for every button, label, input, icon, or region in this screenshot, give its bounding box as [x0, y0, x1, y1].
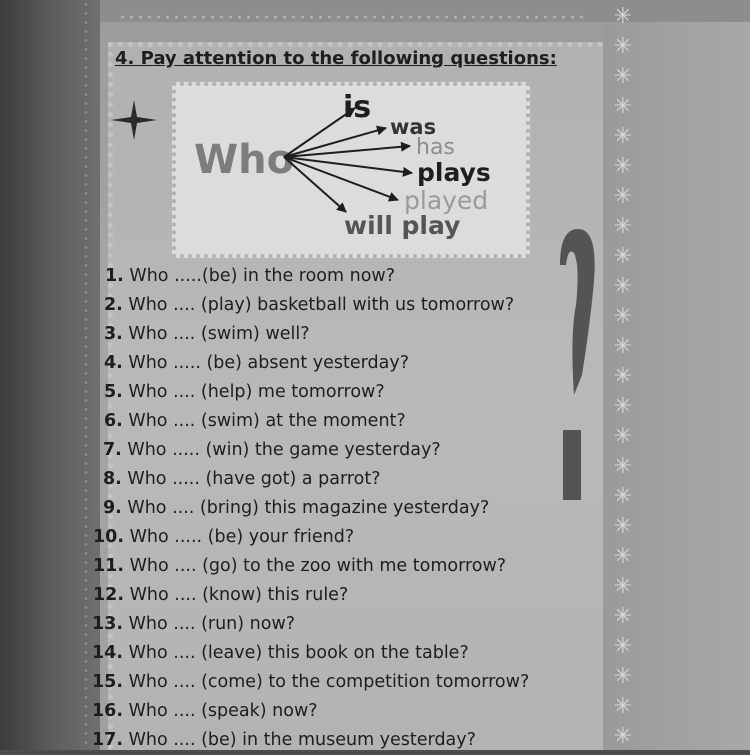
item-text: Who .... (run) now? [128, 614, 296, 634]
item-number: 13. [92, 614, 124, 634]
snowflake-icon: ✳ [613, 214, 633, 239]
snowflake-icon: ✳ [613, 124, 633, 149]
snowflake-icon: ✳ [613, 394, 633, 419]
item-number: 12. [93, 585, 125, 605]
snowflake-icon: ✳ [613, 544, 633, 569]
snowflake-icon: ✳ [613, 694, 633, 719]
verb-has: has [416, 135, 455, 160]
verb-plays: plays [417, 158, 491, 187]
list-item [105, 262, 625, 291]
item-text: Who .... (know) this rule? [129, 585, 349, 605]
item-number: 11. [93, 556, 125, 576]
item-text: Who .... (be) in the museum yesterday? [128, 730, 476, 750]
item-text: Who .....(be) in the room now? [129, 266, 396, 286]
snowflake-icon: ✳ [613, 304, 633, 329]
list-item [93, 523, 613, 552]
snowflake-icon: ✳ [613, 34, 633, 59]
snowflake-icon: ✳ [613, 64, 633, 89]
list-item [92, 668, 612, 697]
top-border-dots [118, 14, 588, 20]
item-number: 8. [103, 469, 122, 489]
exercise-heading: 4. Pay attention to the following questions: [115, 48, 557, 69]
item-number: 4. [104, 353, 123, 373]
snowflake-icon: ✳ [613, 244, 633, 269]
snowflake-icon: ✳ [613, 184, 633, 209]
item-text: Who .... (come) to the competition tomorrow? [128, 672, 530, 692]
snowflake-icon: ✳ [613, 154, 633, 179]
sparkle-icon [111, 100, 157, 140]
snowflake-icon: ✳ [613, 724, 633, 749]
item-text: Who .... (swim) at the moment? [128, 411, 406, 431]
list-item [92, 697, 612, 726]
item-text: Who .... (speak) now? [128, 701, 318, 721]
item-text: Who .... (help) me tomorrow? [128, 382, 385, 402]
snowflake-icon: ✳ [613, 484, 633, 509]
snowflake-icon: ✳ [613, 454, 633, 479]
list-item [104, 349, 624, 378]
list-item [104, 320, 624, 349]
list-item [103, 494, 623, 523]
list-item [93, 581, 613, 610]
list-item [92, 639, 612, 668]
verb-was: was [390, 115, 437, 139]
item-number: 17. [92, 730, 124, 750]
snowflake-icon: ✳ [613, 664, 633, 689]
item-number: 2. [104, 295, 123, 315]
snowflake-icon: ✳ [613, 574, 633, 599]
list-item [92, 610, 612, 639]
item-text: Who .... (swim) well? [128, 324, 310, 344]
item-number: 3. [104, 324, 123, 344]
item-number: 10. [93, 527, 125, 547]
question-list [90, 262, 610, 755]
item-number: 1. [105, 266, 124, 286]
item-number: 14. [92, 643, 124, 663]
snowflake-icon: ✳ [613, 514, 633, 539]
snowflake-icon: ✳ [613, 4, 633, 29]
page-border-dots [82, 0, 90, 750]
snowflake-icon: ✳ [613, 94, 633, 119]
list-item [104, 378, 624, 407]
item-text: Who ..... (be) your friend? [129, 527, 355, 547]
item-text: Who .... (leave) this book on the table? [128, 643, 469, 663]
snowflake-icon: ✳ [613, 604, 633, 629]
item-number: 15. [92, 672, 124, 692]
snowflake-icon: ✳ [613, 334, 633, 359]
list-item [103, 465, 623, 494]
item-number: 9. [103, 498, 122, 518]
list-item [104, 291, 624, 320]
item-text: Who .... (go) to the zoo with me tomorrow? [129, 556, 507, 576]
item-text: Who ..... (be) absent yesterday? [128, 353, 410, 373]
snowflake-icon: ✳ [613, 364, 633, 389]
list-item [92, 726, 612, 755]
item-text: Who .... (bring) this magazine yesterday? [127, 498, 490, 518]
snowflake-icon: ✳ [613, 274, 633, 299]
snowflake-icon: ✳ [613, 424, 633, 449]
item-number: 5. [104, 382, 123, 402]
subject-who: Who [194, 137, 295, 183]
item-number: 7. [103, 440, 122, 460]
verb-is: is [343, 90, 372, 125]
list-item [104, 407, 624, 436]
verb-will-play: will play [344, 211, 461, 240]
who-verb-diagram [172, 82, 530, 258]
item-text: Who ..... (have got) a parrot? [127, 469, 381, 489]
item-text: Who ..... (win) the game yesterday? [127, 440, 441, 460]
item-text: Who .... (play) basketball with us tomorrow? [128, 295, 515, 315]
item-number: 16. [92, 701, 124, 721]
item-number: 6. [104, 411, 123, 431]
verb-played: played [404, 186, 489, 215]
arrow-will-play [284, 157, 346, 212]
list-item [93, 552, 613, 581]
snowflake-icon: ✳ [613, 634, 633, 659]
list-item [103, 436, 623, 465]
